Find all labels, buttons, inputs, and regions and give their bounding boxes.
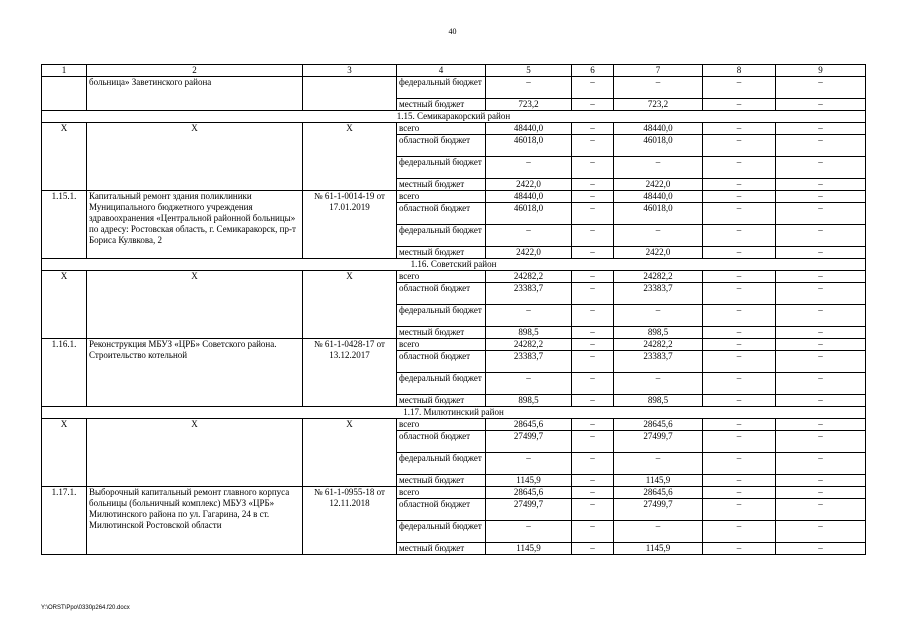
value-cell: 24282,2: [614, 339, 703, 351]
value-cell: –: [614, 225, 703, 247]
value-cell: –: [572, 247, 614, 259]
value-cell: –: [572, 305, 614, 327]
value-cell: –: [776, 395, 866, 407]
document-reference: № 61-1-0014-19 от 17.01.2019: [303, 191, 397, 259]
value-cell: –: [572, 339, 614, 351]
value-cell: –: [776, 157, 866, 179]
budget-row-total: [42, 339, 866, 351]
value-cell: –: [572, 351, 614, 373]
header-cell: 6: [572, 65, 614, 77]
value-cell: –: [486, 225, 572, 247]
value-cell: –: [486, 521, 572, 543]
x-marker: Х: [303, 271, 397, 339]
value-cell: 1145,9: [486, 475, 572, 487]
x-marker: Х: [87, 419, 303, 487]
value-cell: 23383,7: [614, 283, 703, 305]
section-title: 1.16. Советский район: [42, 259, 866, 271]
value-cell: 2422,0: [614, 247, 703, 259]
header-cell: 1: [42, 65, 87, 77]
value-cell: 23383,7: [486, 283, 572, 305]
value-cell: –: [703, 305, 776, 327]
budget-label: всего: [397, 123, 486, 135]
value-cell: 28645,6: [614, 487, 703, 499]
value-cell: 46018,0: [486, 135, 572, 157]
budget-label: федеральный бюджет: [397, 157, 486, 179]
value-cell: –: [486, 157, 572, 179]
value-cell: –: [776, 487, 866, 499]
value-cell: –: [776, 419, 866, 431]
value-cell: –: [486, 453, 572, 475]
value-cell: 27499,7: [614, 431, 703, 453]
value-cell: –: [572, 203, 614, 225]
value-cell: –: [776, 475, 866, 487]
budget-label: областной бюджет: [397, 499, 486, 521]
value-cell: –: [614, 157, 703, 179]
value-cell: 23383,7: [614, 351, 703, 373]
value-cell: –: [703, 521, 776, 543]
x-marker: Х: [42, 419, 87, 487]
value-cell: –: [572, 487, 614, 499]
value-cell: –: [703, 191, 776, 203]
value-cell: –: [776, 203, 866, 225]
value-cell: –: [703, 157, 776, 179]
value-cell: –: [776, 247, 866, 259]
section-title-row: [42, 259, 866, 271]
section-title-row: [42, 407, 866, 419]
budget-label: областной бюджет: [397, 135, 486, 157]
section-title: 1.17. Милютинский район: [42, 407, 866, 419]
x-marker: Х: [303, 419, 397, 487]
page-number: 40: [448, 27, 457, 36]
value-cell: –: [703, 283, 776, 305]
value-cell: –: [776, 271, 866, 283]
program-table: [41, 64, 866, 555]
column-number-header-row: [42, 65, 866, 77]
value-cell: 23383,7: [486, 351, 572, 373]
value-cell: –: [572, 453, 614, 475]
value-cell: –: [776, 453, 866, 475]
value-cell: –: [614, 77, 703, 99]
value-cell: –: [776, 225, 866, 247]
value-cell: –: [572, 373, 614, 395]
budget-label: федеральный бюджет: [397, 305, 486, 327]
budget-label: областной бюджет: [397, 203, 486, 225]
value-cell: –: [703, 135, 776, 157]
value-cell: –: [572, 431, 614, 453]
budget-label: всего: [397, 419, 486, 431]
value-cell: –: [703, 475, 776, 487]
value-cell: –: [486, 305, 572, 327]
value-cell: –: [572, 283, 614, 305]
budget-label: местный бюджет: [397, 99, 486, 111]
value-cell: 24282,2: [486, 339, 572, 351]
budget-label: всего: [397, 271, 486, 283]
value-cell: 723,2: [486, 99, 572, 111]
value-cell: –: [703, 395, 776, 407]
object-name: Выборочный капитальный ремонт главного корпуса больницы (больничный комплекс) МБУЗ «ЦРБ» Милютинского района по ул. Гагарина, 24 в ст. Милютинской Ростовской области: [87, 487, 303, 555]
value-cell: –: [703, 543, 776, 555]
budget-label: всего: [397, 487, 486, 499]
value-cell: –: [572, 395, 614, 407]
value-cell: –: [703, 247, 776, 259]
value-cell: –: [703, 453, 776, 475]
header-cell: 7: [614, 65, 703, 77]
value-cell: –: [776, 123, 866, 135]
value-cell: 1145,9: [614, 475, 703, 487]
budget-label: федеральный бюджет: [397, 225, 486, 247]
budget-label: местный бюджет: [397, 395, 486, 407]
budget-label: областной бюджет: [397, 431, 486, 453]
value-cell: –: [776, 179, 866, 191]
value-cell: 898,5: [486, 327, 572, 339]
value-cell: –: [572, 123, 614, 135]
value-cell: 27499,7: [614, 499, 703, 521]
value-cell: 28645,6: [486, 487, 572, 499]
value-cell: 1145,9: [486, 543, 572, 555]
header-cell: 8: [703, 65, 776, 77]
item-number: 1.16.1.: [42, 339, 87, 407]
document-cell: [303, 77, 397, 111]
value-cell: –: [486, 77, 572, 99]
budget-row-total: [42, 271, 866, 283]
value-cell: –: [703, 431, 776, 453]
budget-label: всего: [397, 191, 486, 203]
header-cell: 3: [303, 65, 397, 77]
document-reference: № 61-1-0428-17 от 13.12.2017: [303, 339, 397, 407]
value-cell: –: [703, 99, 776, 111]
value-cell: 1145,9: [614, 543, 703, 555]
value-cell: –: [776, 431, 866, 453]
value-cell: 898,5: [486, 395, 572, 407]
header-cell: 4: [397, 65, 486, 77]
value-cell: –: [776, 191, 866, 203]
value-cell: 46018,0: [486, 203, 572, 225]
value-cell: 27499,7: [486, 499, 572, 521]
value-cell: 723,2: [614, 99, 703, 111]
value-cell: –: [486, 373, 572, 395]
value-cell: 28645,6: [614, 419, 703, 431]
value-cell: –: [572, 135, 614, 157]
value-cell: 28645,6: [486, 419, 572, 431]
budget-row-total: [42, 123, 866, 135]
object-name: Реконструкция МБУЗ «ЦРБ» Советского района. Строительство котельной: [87, 339, 303, 407]
budget-row-total: [42, 419, 866, 431]
value-cell: 48440,0: [486, 191, 572, 203]
budget-label: областной бюджет: [397, 283, 486, 305]
value-cell: –: [776, 99, 866, 111]
value-cell: –: [614, 373, 703, 395]
value-cell: –: [703, 123, 776, 135]
value-cell: –: [572, 271, 614, 283]
value-cell: –: [572, 327, 614, 339]
item-number: 1.17.1.: [42, 487, 87, 555]
value-cell: –: [703, 419, 776, 431]
document-reference: № 61-1-0955-18 от 12.11.2018: [303, 487, 397, 555]
value-cell: 48440,0: [486, 123, 572, 135]
section-title-row: [42, 111, 866, 123]
budget-label: местный бюджет: [397, 327, 486, 339]
value-cell: 898,5: [614, 327, 703, 339]
object-name: больница» Заветинского района: [87, 77, 303, 111]
budget-label: федеральный бюджет: [397, 373, 486, 395]
budget-label: местный бюджет: [397, 247, 486, 259]
value-cell: –: [572, 191, 614, 203]
value-cell: –: [776, 351, 866, 373]
value-cell: –: [703, 271, 776, 283]
budget-label: областной бюджет: [397, 351, 486, 373]
value-cell: –: [703, 179, 776, 191]
value-cell: –: [572, 157, 614, 179]
value-cell: –: [572, 99, 614, 111]
header-cell: 9: [776, 65, 866, 77]
value-cell: 48440,0: [614, 123, 703, 135]
value-cell: –: [703, 327, 776, 339]
value-cell: 2422,0: [486, 179, 572, 191]
value-cell: –: [614, 521, 703, 543]
value-cell: –: [703, 373, 776, 395]
item-number-cell: [42, 77, 87, 111]
value-cell: 48440,0: [614, 191, 703, 203]
object-name: Капитальный ремонт здания поликлиники Муниципального бюджетного учреждения здравоохранения «Центральной районной больницы» по адресу: Ростовская область, г. Семикаракорск, пр-т Бориса Кулвкова, 2: [87, 191, 303, 259]
value-cell: –: [572, 475, 614, 487]
x-marker: Х: [87, 123, 303, 191]
value-cell: –: [703, 487, 776, 499]
value-cell: 46018,0: [614, 203, 703, 225]
value-cell: –: [776, 283, 866, 305]
budget-label: федеральный бюджет: [397, 453, 486, 475]
value-cell: –: [776, 543, 866, 555]
value-cell: –: [776, 305, 866, 327]
budget-label: всего: [397, 339, 486, 351]
value-cell: –: [776, 77, 866, 99]
value-cell: –: [572, 521, 614, 543]
value-cell: 46018,0: [614, 135, 703, 157]
value-cell: 2422,0: [614, 179, 703, 191]
header-cell: 2: [87, 65, 303, 77]
value-cell: –: [776, 339, 866, 351]
value-cell: –: [776, 327, 866, 339]
x-marker: Х: [303, 123, 397, 191]
value-cell: –: [703, 339, 776, 351]
x-marker: Х: [42, 271, 87, 339]
budget-row-total: [42, 487, 866, 499]
budget-label: федеральный бюджет: [397, 77, 486, 99]
value-cell: –: [776, 499, 866, 521]
item-number: 1.15.1.: [42, 191, 87, 259]
budget-label: федеральный бюджет: [397, 521, 486, 543]
budget-label: местный бюджет: [397, 475, 486, 487]
value-cell: 27499,7: [486, 431, 572, 453]
value-cell: –: [572, 543, 614, 555]
file-path-footer: Y:\ORST\Ppo\0330p264.f20.docx: [41, 605, 130, 611]
value-cell: –: [614, 453, 703, 475]
section-title: 1.15. Семикаракорский район: [42, 111, 866, 123]
value-cell: –: [703, 77, 776, 99]
budget-row-total: [42, 191, 866, 203]
x-marker: Х: [42, 123, 87, 191]
value-cell: –: [572, 77, 614, 99]
value-cell: 2422,0: [486, 247, 572, 259]
value-cell: –: [776, 521, 866, 543]
value-cell: –: [572, 419, 614, 431]
budget-label: местный бюджет: [397, 543, 486, 555]
value-cell: –: [703, 203, 776, 225]
value-cell: 898,5: [614, 395, 703, 407]
value-cell: –: [776, 373, 866, 395]
budget-row-federal: [42, 77, 866, 99]
value-cell: –: [776, 135, 866, 157]
value-cell: –: [703, 225, 776, 247]
value-cell: 24282,2: [614, 271, 703, 283]
value-cell: –: [572, 225, 614, 247]
value-cell: –: [703, 499, 776, 521]
header-cell: 5: [486, 65, 572, 77]
budget-label: местный бюджет: [397, 179, 486, 191]
value-cell: –: [614, 305, 703, 327]
value-cell: 24282,2: [486, 271, 572, 283]
value-cell: –: [703, 351, 776, 373]
x-marker: Х: [87, 271, 303, 339]
value-cell: –: [572, 499, 614, 521]
value-cell: –: [572, 179, 614, 191]
